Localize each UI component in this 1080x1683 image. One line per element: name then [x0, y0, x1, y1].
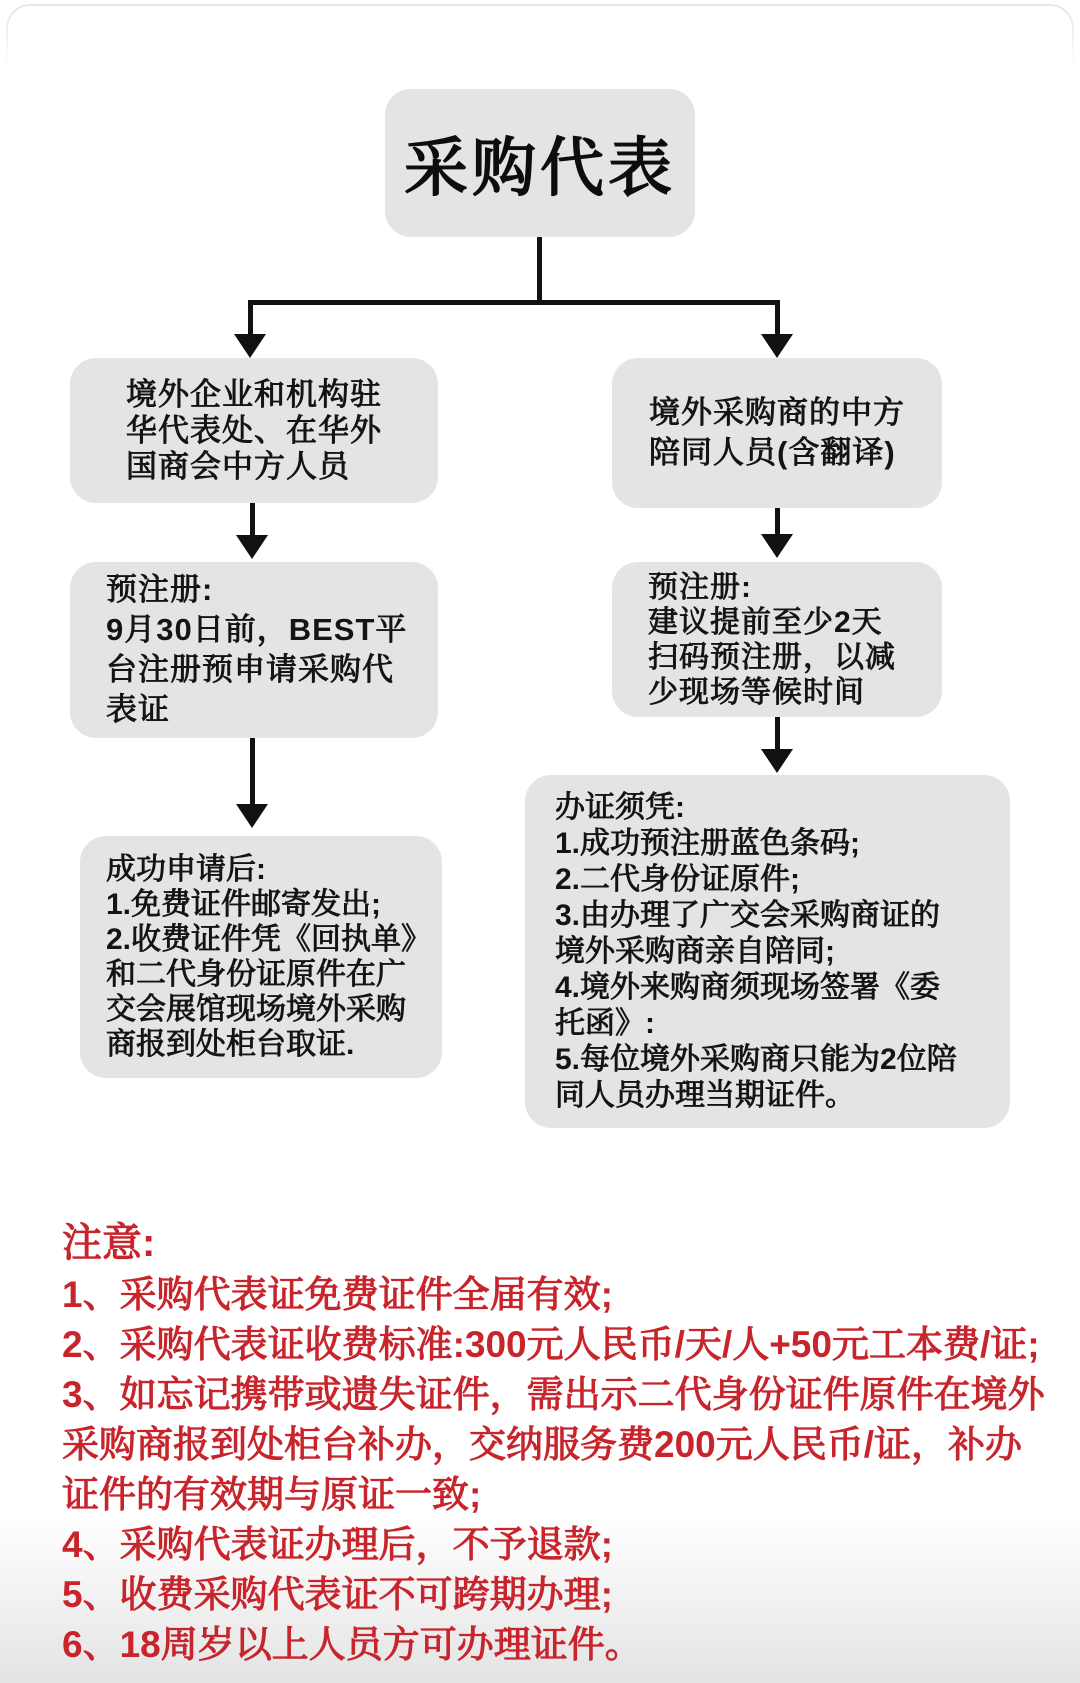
text-line: 国商会中方人员: [126, 448, 350, 484]
left-branch-preregistration-box: [70, 562, 438, 738]
text-line: 2.二代身份证原件;: [555, 862, 801, 896]
root-node-title: 采购代表: [404, 132, 676, 204]
left-branch-after-application-box: [80, 836, 442, 1078]
text-line: 台注册预申请采购代: [106, 652, 394, 687]
text-line: 境外企业和机构驻: [126, 376, 382, 412]
arrowhead-right-step2: [761, 749, 793, 773]
text-line: 扫码预注册，以减: [648, 640, 896, 674]
text-line: 交会展馆现场境外采购: [106, 993, 406, 1026]
text-line: 2.收费证件凭《回执单》: [106, 923, 432, 956]
notes-list: [62, 1270, 1045, 1670]
root-node-procurement-representative: [385, 89, 695, 237]
left-branch-preregistration-text: [106, 570, 438, 730]
connector-left-branch-drop: [248, 300, 253, 336]
arrowhead-right-step1: [761, 534, 793, 558]
poster-frame-border: [6, 4, 1074, 78]
left-branch-audience-box: [70, 358, 438, 503]
connector-right-step2: [775, 717, 780, 751]
right-branch-credential-requirements-text: [555, 790, 1010, 1114]
text-line: 5.每位境外采购商只能为2位陪: [555, 1042, 957, 1076]
text-line: 证件的有效期与原证一致;: [62, 1474, 482, 1515]
text-line: 1.免费证件邮寄发出;: [106, 888, 382, 921]
connector-left-step1: [250, 503, 255, 537]
connector-branch-horizontal: [248, 300, 780, 305]
text-line: 预注册:: [106, 572, 214, 607]
arrowhead-left-step2: [236, 804, 268, 828]
connector-right-step1: [775, 508, 780, 536]
text-line: 2、采购代表证收费标准:300元人民币/天/人+50元工本费/证;: [62, 1324, 1040, 1365]
text-line: 少现场等候时间: [648, 675, 865, 709]
text-line: 和二代身份证原件在广: [106, 958, 406, 991]
right-branch-credential-requirements-box: [525, 775, 1010, 1128]
text-line: 3.由办理了广交会采购商证的: [555, 898, 941, 932]
left-branch-audience-text: [126, 377, 382, 485]
arrowhead-left-step1: [236, 535, 268, 559]
text-line: 陪同人员(含翻译): [649, 435, 896, 470]
left-branch-after-application-text: [106, 852, 442, 1062]
text-line: 1、采购代表证免费证件全届有效;: [62, 1274, 613, 1315]
text-line: 境外采购商的中方: [649, 395, 905, 430]
text-line: 9月30日前，BEST平: [106, 612, 408, 647]
right-branch-preregistration-text: [648, 570, 942, 710]
text-line: 托函》:: [555, 1006, 655, 1040]
text-line: 6、18周岁以上人员方可办理证件。: [62, 1624, 642, 1665]
notes-heading: 注意:: [62, 1221, 156, 1265]
text-line: 表证: [106, 692, 170, 727]
text-line: 采购商报到处柜台补办，交纳服务费200元人民币/证，补办: [62, 1424, 1023, 1465]
text-line: 商报到处柜台取证.: [106, 1028, 355, 1061]
arrowhead-left-branch: [234, 334, 266, 358]
text-line: 4.境外来购商须现场签署《委: [555, 970, 941, 1004]
text-line: 5、收费采购代表证不可跨期办理;: [62, 1574, 613, 1615]
text-line: 同人员办理当期证件。: [555, 1078, 855, 1112]
text-line: 华代表处、在华外: [126, 412, 382, 448]
text-line: 境外采购商亲自陪同;: [555, 934, 835, 968]
right-branch-audience-text: [649, 393, 905, 473]
text-line: 建议提前至少2天: [648, 605, 883, 639]
text-line: 3、如忘记携带或遗失证件，需出示二代身份证件原件在境外: [62, 1374, 1045, 1415]
arrowhead-right-branch: [761, 334, 793, 358]
right-branch-audience-box: [612, 358, 942, 508]
text-line: 预注册:: [648, 570, 752, 604]
notes-section: [62, 1218, 1045, 1670]
text-line: 4、采购代表证办理后，不予退款;: [62, 1524, 613, 1565]
text-line: 办证须凭:: [555, 790, 685, 824]
connector-right-branch-drop: [775, 300, 780, 336]
connector-root-vertical: [537, 237, 542, 303]
right-branch-preregistration-box: [612, 562, 942, 717]
text-line: 1.成功预注册蓝色条码;: [555, 826, 861, 860]
text-line: 成功申请后:: [106, 853, 266, 886]
connector-left-step2: [250, 738, 255, 806]
